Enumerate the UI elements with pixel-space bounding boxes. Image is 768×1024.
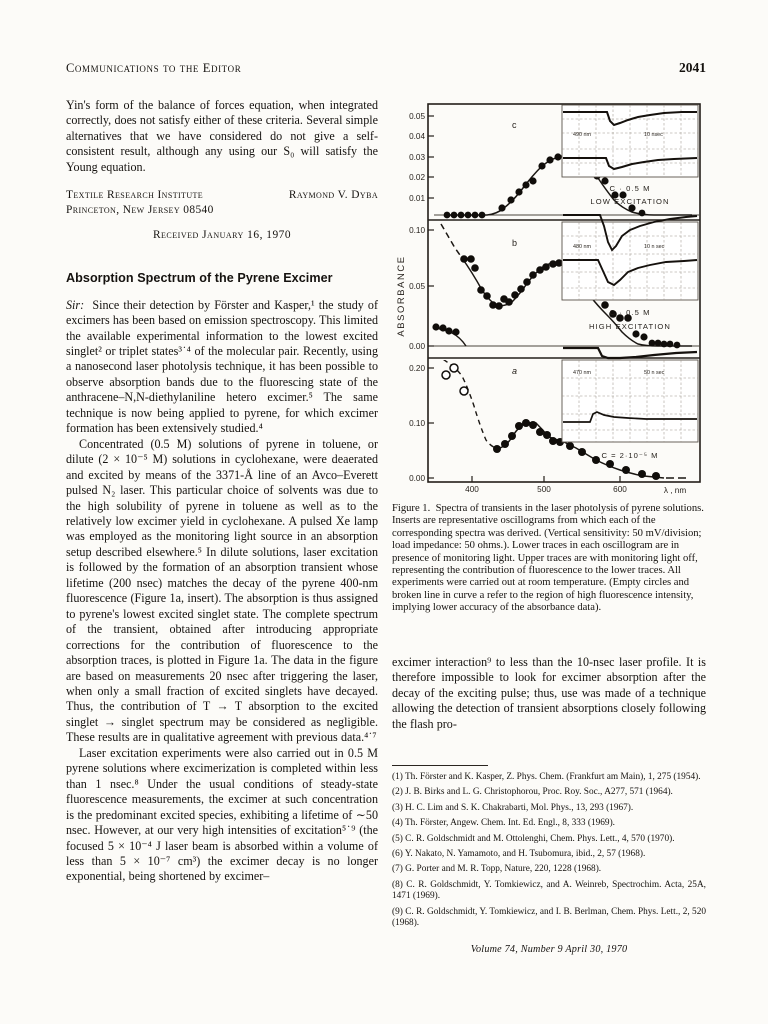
paragraph-concentrated-solutions: Concentrated (0.5 M) solutions of pyrene in toluene, or dilute (2 × 10⁻⁵ M) solutions in cyclohexane, were deaerated and excited by means of the 3371-Å line of an Avco–Everett pulsed N₂ laser. This particular choice of solvents was due to the high solubility of pyrene in toluene as well as to the relatively low excimer yield in cyclohexane. A pulsed Xe lamp was employed as the monitoring light source in an absorption setup described elsewhere.⁵ In dilute solutions, laser excitation is followed by the formation of an absorption transient whose lifetime (200 nsec) matches the decay of the pyrene 400-nm fluorescence (Figure 1a, insert). The absorption is thus assigned to pyrene's lowest excited singlet state. The complete spectrum of the transient, obtained after introducing appropriate corrections for the contribution of fluorescence to the absorption traces, is plotted in Figure 1a. The data in the figure are based on measurements 20 nsec after triggering the laser, when only a small fraction of excited singlets have decayed. Thus, the contribution of T → T absorption to the excited singlet → singlet spectrum may be considered as negligible. These results are in qualitative agreement with previous data.⁴˙⁷ [66,436,378,745]
panel-b-ytick-0.05: 0.05 [409,282,425,291]
reference-text: Y. Nakato, N. Yamamoto, and H. Tsubomura, ibid., 2, 57 (1968). [404,849,646,860]
panel-c-tickmarks [428,116,434,198]
reference-text: Th. Förster and K. Kasper, Z. Phys. Chem. (Frankfurt am Main), 1, 275 (1954). [405,772,701,782]
institute-line-1: Textile Research Institute [66,189,204,202]
insert-b-caption-line1: C · 0.5 M [609,308,651,317]
paragraph-sir-intro [66,298,378,437]
panel-b-letter: b [512,238,518,248]
panel-b-oscillogram-insert [562,215,698,300]
panel-c [409,105,700,218]
insert-a-wavelength-label: 470 nm [573,370,591,376]
panel-b-yticks [409,226,425,351]
figure-1-caption [392,503,706,615]
x-tick-600: 600 [613,485,627,494]
figure-1-graphic [392,96,708,494]
panel-a-ytick-0.10: 0.10 [409,419,425,428]
institute-line-2: Princeton, New Jersey 08540 [66,204,214,217]
reference-text: C. R. Goldschmidt and M. Ottolenghi, Chem. Phys. Lett., 4, 570 (1970). [405,833,675,844]
panel-c-oscillogram-insert [562,105,698,177]
panel-a-oscillogram-insert [562,348,698,442]
panel-c-yticks [409,112,425,203]
panel-b-dashed-segment [441,224,462,258]
references-rule [392,765,488,766]
reference-text: J. B. Birks and L. G. Christophorou, Proc. Roy. Soc., A277, 571 (1964). [405,787,673,798]
right-column-continuation [392,655,706,732]
received-date: Received January 16, 1970 [152,228,292,241]
panel-b [409,215,700,351]
insert-a-upper-trace [563,348,697,358]
left-column [66,98,378,885]
reference-text: C. R. Goldschmidt, Y. Tomkiewicz, and I. B. Berlman, Chem. Phys. Lett., 2, 520 (1968). [392,906,706,929]
figure-1-svg [392,96,708,494]
reference-item [392,880,706,903]
panel-c-ytick-0.01: 0.01 [409,194,425,203]
panel-a-yticks [409,364,425,483]
panel-c-ytick-0.02: 0.02 [409,173,425,182]
insert-a-timebase-label: 50 n sec [644,370,665,376]
y-axis-title: ABSORBANCE [395,255,406,337]
reference-number: (9) [392,906,403,917]
insert-c-wavelength-label: 490 nm [573,132,591,138]
reference-number: (8) [392,879,403,890]
panel-c-ytick-0.05: 0.05 [409,112,425,121]
paragraph-excimer-interaction: excimer interaction⁹ to less than the 10-nsec laser profile. It is therefore impossible to look for excimer absorption after the decay of the exciting pulse; thus, use was made of a technique allowing the detection of transient absorptions closely following the flash pro- [392,655,706,731]
x-axis-ticklabels [465,485,627,494]
author-signature-block [66,188,378,218]
reference-item [392,864,706,875]
panel-a-letter: a [512,366,518,376]
reference-number: (2) [392,787,403,798]
reference-number: (1) [392,772,403,782]
reference-text: Th. Förster, Angew. Chem. Int. Ed. Engl., 8, 333 (1969). [405,818,615,829]
figure-caption-text: Spectra of transients in the laser photolysis of pyrene solutions. Inserts are representative oscillograms from which each of the corresponding spectra was derived. (Vertical sensitivity: 50 mV/division; load impedance: 50 ohms.). Lower traces in each oscillogram are in presence of monitoring light. Upper traces are with monitoring light off, representing the contribution of fluorescence to the lower traces. All experiments were carried out at room temperature. (Empty circles and broken line in curve a refer to the region of high fluorescence intensity, implying lower accuracy of the absorbance data). [392,503,704,614]
panel-a [409,348,698,483]
reference-item [392,803,706,814]
reference-text: C. R. Goldschmidt, Y. Tomkiewicz, and A. Weinreb, Spectrochim. Acta, 25A, 1471 (1969). [392,879,706,902]
paragraph-laser-excitation: Laser excitation experiments were also carried out in 0.5 M pyrene solutions where excimerization is completed within less than 1 nsec.⁸ Under the usual conditions of steady-state fluorescence measurements, the excimer at such concentration is the predominant excited species, exhibiting a lifetime of ∼50 nsec. However, at our very high intensities of excitation⁵˙⁹ (the focused 5 × 10⁻⁴ J laser beam is absorbed within a volume of less than 5 × 10⁻⁷ cm³) the excimer decay is no longer exponential, being shortened by excimer– [66,745,378,884]
x-tick-400: 400 [465,485,479,494]
paragraph-yin-balance: Yin's form of the balance of forces equation, when integrated correctly, does not satisfy either of these criteria. Several simple alternatives that we have considered do not give a self-consistent result, although any using our S₀ will satisfy the Young equation. [66,98,378,174]
reference-item [392,772,706,783]
page-number: 2041 [679,60,706,75]
x-axis-title: λ , nm [663,486,687,494]
x-tick-500: 500 [537,485,551,494]
panel-a-tickmarks [428,368,434,478]
panel-c-ytick-0.03: 0.03 [409,153,425,162]
paragraph-sir-text: Since their detection by Förster and Kasper,¹ the study of excimers has been based on emission spectroscopy. This limited the available experimental information to the lowest excited singlet² or triplet states³˙⁴ of the molecular pair. Recently, using a nanosecond laser photolysis technique, it has been possible to observe absorption bands due to the fluorescing state of the anthracene–N,N-diethylaniline hetero excimer.⁵ The same technique is now being applied to pyrene, for which excimer formation has been extensively studied.⁴ [66,297,379,436]
insert-c-caption-line1: C · 0.5 M [609,184,651,193]
insert-c-caption-line2: LOW EXCITATION [590,197,670,206]
page-footer: Volume 74, Number 9 April 30, 1970 [470,944,628,955]
running-head-title: Communications to the Editor [66,61,242,75]
references-list [392,765,706,933]
reference-item [392,849,706,860]
reference-item [392,787,706,798]
reference-number: (3) [392,802,403,813]
panel-a-dashed-curve [436,354,498,448]
insert-b-caption-line2: HIGH EXCITATION [588,322,672,331]
panel-b-ytick-0.10: 0.10 [409,226,425,235]
reference-text: H. C. Lim and S. K. Chakrabarti, Mol. Phys., 13, 293 (1967). [405,802,634,813]
reference-item [392,907,706,930]
reference-number: (7) [392,864,403,875]
insert-b-timebase-label: 10 n sec [644,244,665,250]
panel-a-ytick-0.20: 0.20 [409,364,425,373]
insert-c-timebase-label: 10 nsec [644,132,663,138]
article-title: Absorption Spectrum of the Pyrene Excimer [66,270,333,285]
panel-a-ytick-0.00: 0.00 [409,474,425,483]
reference-number: (4) [392,818,403,829]
insert-b-wavelength-label: 480 nm [573,244,591,250]
figure-caption-label: Figure 1. [392,503,431,514]
reference-number: (5) [392,833,403,844]
panel-c-ytick-0.04: 0.04 [409,132,425,141]
x-axis-tickmarks [472,476,620,482]
panel-c-letter: c [512,120,517,130]
reference-item [392,834,706,845]
reference-text: G. Porter and M. R. Topp, Nature, 220, 1228 (1968). [405,864,602,875]
reference-number: (6) [392,849,403,860]
insert-a-caption-line1: C = 2·10⁻⁵ M [601,451,659,460]
sir-label: Sir: [66,297,85,312]
running-head [66,60,706,76]
panel-b-ytick-0.00: 0.00 [409,342,425,351]
author-name: Raymond V. Dyba [288,189,378,202]
reference-item [392,818,706,829]
